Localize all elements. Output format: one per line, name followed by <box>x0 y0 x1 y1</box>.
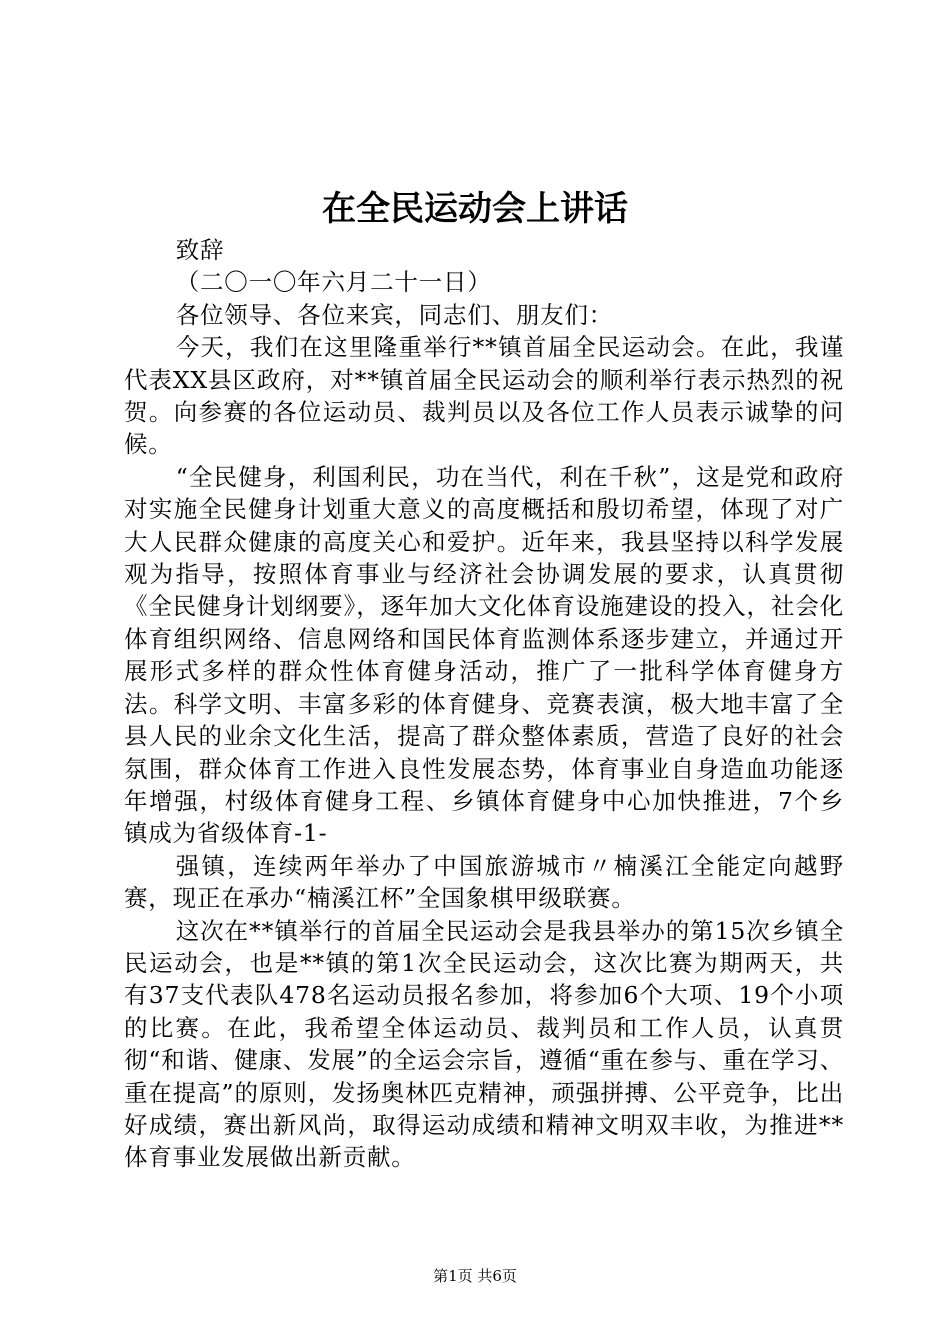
document-body <box>124 234 844 1174</box>
paragraph-body: 这次在**镇举行的首届全民运动会是我县举办的第15次乡镇全民运动会，也是**镇的第1次全民运动会，这次比赛为期两天，共有37支代表队478名运动员报名参加，将参加6个大项、19个小项的比赛。在此，我希望全体运动员、裁判员和工作人员，认真贯彻“和谐、健康、发展”的全运会宗旨，遵循“重在参与、重在学习、重在提高”的原则，发扬奥林匹克精神，顽强拼搏、公平竞争，比出好成绩，赛出新风尚，取得运动成绩和精神文明双丰收，为推进**体育事业发展做出新贡献。 <box>124 916 844 1172</box>
paragraph-date: （二〇一〇年六月二十一日） <box>175 268 492 297</box>
paragraph-body: 强镇，连续两年举办了中国旅游城市〃楠溪江全能定向越野赛，现正在承办“楠溪江杯”全国象棋甲级联赛。 <box>124 851 844 913</box>
paragraph-salutation-heading: 致辞 <box>175 236 225 264</box>
document-title: 在全民运动会上讲话 <box>322 189 628 229</box>
paragraph-body: 今天，我们在这里隆重举行**镇首届全民运动会。在此，我谨代表XX县区政府，对**镇首届全民运动会的顺利举行表示热烈的祝贺。向参赛的各位运动员、裁判员以及各位工作人员表示诚挚的问候。 <box>124 333 844 459</box>
page-number-footer: 第1页 共6页 <box>433 1267 517 1285</box>
paragraph-greeting: 各位领导、各位来宾，同志们、朋友们： <box>175 300 614 329</box>
paragraph-body: “全民健身，利国利民，功在当代，利在千秋”，这是党和政府对实施全民健身计划重大意义的高度概括和殷切希望，体现了对广大人民群众健康的高度关心和爱护。近年来，我县坚持以科学发展观为指导，按照体育事业与经济社会协调发展的要求，认真贯彻《全民健身计划纲要》，逐年加大文化体育设施建设的投入，社会化体育组织网络、信息网络和国民体育监测体系逐步建立，并通过开展形式多样的群众性体育健身活动，推广了一批科学体育健身方法。科学文明、丰富多彩的体育健身、竞赛表演，极大地丰富了全县人民的业余文化生活，提高了群众整体素质，营造了良好的社会氛围，群众体育工作进入良性发展态势，体育事业自身造血功能逐年增强，村级体育健身工程、乡镇体育健身中心加快推进，7个乡镇成为省级体育-1- <box>124 462 844 848</box>
